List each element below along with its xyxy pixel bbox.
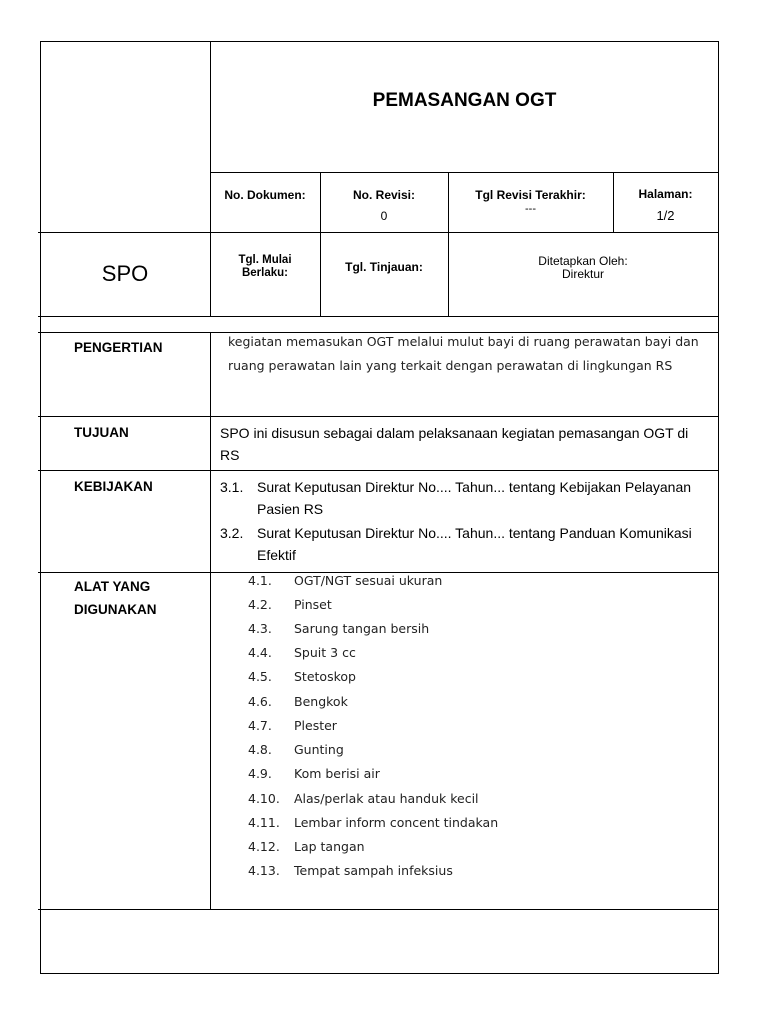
spo-label: SPO	[101, 261, 149, 286]
alat-item-num: 4.12.	[248, 839, 280, 854]
kebijakan-item-line2: Pasien RS	[257, 501, 324, 517]
alat-item	[248, 766, 380, 781]
ditetapkan-value: Direktur	[561, 267, 604, 281]
tujuan-label: TUJUAN	[74, 425, 129, 440]
alat-label-line1: ALAT YANG	[74, 579, 151, 594]
tgl-mulai-label-line1: Tgl. Mulai	[238, 254, 292, 266]
tgl-tinjauan-label: Tgl. Tinjauan:	[345, 260, 423, 274]
alat-item-text: Kom berisi air	[294, 766, 380, 781]
tgl-revisi-label: Tgl Revisi Terakhir:	[475, 188, 586, 202]
header-divider-3	[38, 316, 719, 317]
table-border-right	[718, 41, 719, 974]
alat-item-text: Bengkok	[294, 694, 348, 709]
alat-item-text: Lembar inform concent tindakan	[294, 815, 499, 830]
alat-item	[248, 863, 453, 878]
table-border-bottom	[40, 973, 719, 974]
row-divider-alat	[38, 909, 719, 910]
row-divider-pengertian	[38, 416, 719, 417]
no-revisi-label: No. Revisi:	[352, 188, 415, 202]
kebijakan-item-num: 3.2.	[220, 525, 244, 541]
alat-item-text: Spuit 3 cc	[294, 645, 356, 660]
alat-item	[248, 694, 348, 709]
kebijakan-label: KEBIJAKAN	[74, 479, 153, 494]
tujuan-text-line1: SPO ini disusun sebagai dalam pelaksanaan kegiatan pemasangan OGT di	[220, 425, 689, 441]
kebijakan-item-line1: Surat Keputusan Direktur No.... Tahun... tentang Kebijakan Pelayanan	[257, 479, 692, 495]
alat-item-text: Tempat sampah infeksius	[294, 863, 453, 878]
alat-item	[248, 742, 344, 757]
alat-item-num: 4.1.	[248, 573, 272, 588]
header-divider-1	[210, 172, 719, 173]
alat-item-num: 4.5.	[248, 669, 272, 684]
alat-item	[248, 621, 429, 636]
alat-item-num: 4.3.	[248, 621, 272, 636]
alat-item-text: Stetoskop	[294, 669, 356, 684]
halaman-label: Halaman:	[638, 187, 693, 201]
alat-item-num: 4.7.	[248, 718, 272, 733]
alat-item-num: 4.8.	[248, 742, 272, 757]
alat-item-num: 4.9.	[248, 766, 272, 781]
kebijakan-item-line1: Surat Keputusan Direktur No.... Tahun... tentang Panduan Komunikasi	[257, 525, 692, 541]
alat-item	[248, 645, 356, 660]
alat-item-num: 4.13.	[248, 863, 280, 878]
table-border-top	[40, 41, 719, 42]
alat-item-num: 4.4.	[248, 645, 272, 660]
no-dokumen-label: No. Dokumen:	[224, 188, 306, 202]
pengertian-text-line2: ruang perawatan lain yang terkait dengan perawatan di lingkungan RS	[228, 358, 673, 373]
alat-item-text: Alas/perlak atau handuk kecil	[294, 791, 479, 806]
header-divider-2	[38, 232, 719, 233]
alat-item-num: 4.10.	[248, 791, 280, 806]
alat-item-text: Sarung tangan bersih	[294, 621, 430, 636]
alat-item-num: 4.2.	[248, 597, 272, 612]
tgl-revisi-value: ---	[525, 203, 536, 215]
body-col-divider	[210, 332, 211, 909]
row-divider-tujuan	[38, 470, 719, 471]
alat-item	[248, 718, 337, 733]
alat-item-text: Pinset	[294, 597, 332, 612]
alat-item-num: 4.6.	[248, 694, 272, 709]
alat-item-text: OGT/NGT sesuai ukuran	[294, 573, 443, 588]
alat-item-text: Gunting	[294, 742, 344, 757]
ditetapkan-label: Ditetapkan Oleh:	[538, 254, 628, 268]
kebijakan-item-line2: Efektif	[257, 547, 296, 563]
alat-item	[248, 791, 479, 806]
tgl-mulai-label-line2: Berlaku:	[241, 267, 289, 279]
alat-item-text: Lap tangan	[294, 839, 365, 854]
alat-item	[248, 839, 365, 854]
alat-item	[248, 573, 442, 588]
table-border-left	[40, 41, 41, 974]
pengertian-text-line1: kegiatan memasukan OGT melalui mulut bayi di ruang perawatan bayi dan	[228, 334, 699, 349]
alat-item	[248, 597, 332, 612]
pengertian-label: PENGERTIAN	[74, 340, 163, 355]
page-title: PEMASANGAN OGT	[372, 90, 557, 111]
halaman-value: 1/2	[656, 208, 675, 223]
alat-item	[248, 669, 356, 684]
alat-item-num: 4.11.	[248, 815, 280, 830]
alat-item-text: Plester	[294, 718, 337, 733]
kebijakan-item-num: 3.1.	[220, 479, 244, 495]
tujuan-text-line2: RS	[220, 447, 240, 463]
alat-item	[248, 815, 498, 830]
header-divider-4	[38, 332, 719, 333]
alat-label-line2: DIGUNAKAN	[74, 602, 157, 617]
no-revisi-value: 0	[380, 209, 388, 223]
